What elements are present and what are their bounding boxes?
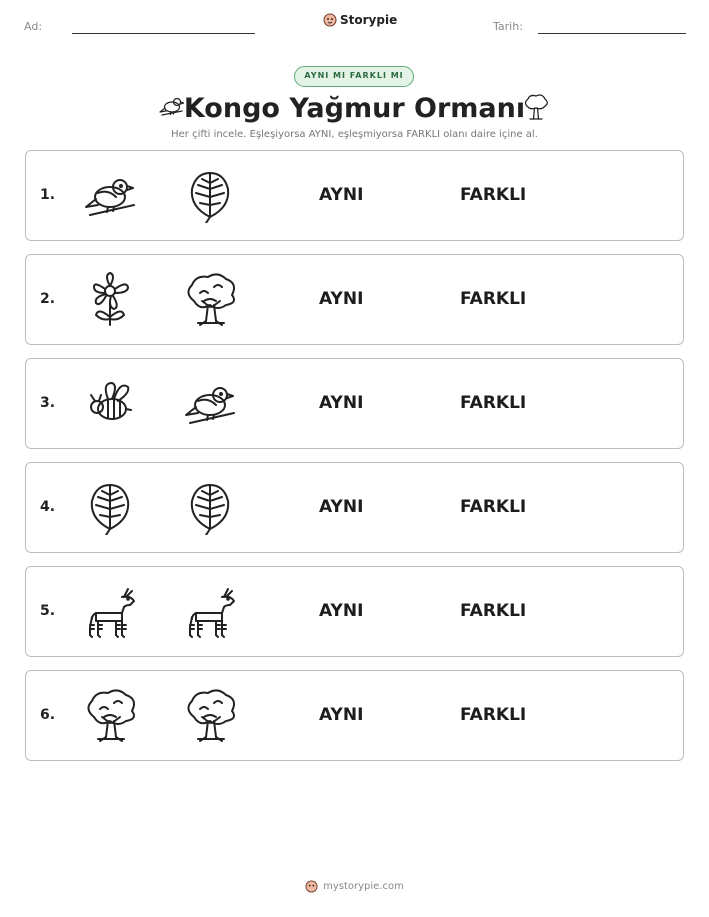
leaf-icon [82, 479, 138, 535]
question-row [25, 150, 684, 241]
tree-icon [182, 687, 238, 743]
question-row [25, 462, 684, 553]
question-number: 5. [40, 603, 56, 619]
left-picture [82, 479, 138, 535]
tree-icon [82, 687, 138, 743]
question-row [25, 254, 684, 345]
instructions: Her çifti incele. Eşleşiyorsa AYNI, eşleşmiyorsa FARKLI olanı daire içine al. [171, 129, 538, 140]
left-picture [82, 687, 138, 743]
bird-icon [182, 375, 238, 431]
right-picture [182, 687, 238, 743]
question-number: 4. [40, 499, 56, 515]
footer-url[interactable]: mystorypie.com [323, 881, 404, 892]
right-picture [182, 167, 238, 223]
okapi-icon [182, 583, 238, 639]
page-title: Kongo Yağmur Ormanı [183, 93, 526, 124]
question-row [25, 670, 684, 761]
question-row [25, 358, 684, 449]
brand-name: Storypie [340, 13, 398, 27]
right-picture [182, 583, 238, 639]
left-picture [82, 583, 138, 639]
date-label: Tarih: [493, 20, 523, 33]
left-picture [82, 375, 138, 431]
tree-icon [521, 92, 551, 126]
name-label: Ad: [24, 20, 43, 33]
question-number: 2. [40, 291, 56, 307]
question-number: 6. [40, 707, 56, 723]
left-picture [82, 271, 138, 327]
storypie-logo-icon [323, 13, 337, 27]
answer-different[interactable]: FARKLI [460, 705, 527, 725]
answer-different[interactable]: FARKLI [460, 497, 527, 517]
right-picture [182, 375, 238, 431]
brand-logo [323, 13, 397, 27]
storypie-logo-icon [305, 880, 318, 893]
answer-same[interactable]: AYNI [319, 705, 364, 725]
answer-different[interactable]: FARKLI [460, 289, 527, 309]
flower-icon [82, 271, 138, 327]
answer-same[interactable]: AYNI [319, 185, 364, 205]
answer-different[interactable]: FARKLI [460, 601, 527, 621]
answer-different[interactable]: FARKLI [460, 185, 527, 205]
question-row [25, 566, 684, 657]
tree-icon [182, 271, 238, 327]
leaf-icon [182, 479, 238, 535]
activity-badge: AYNI MI FARKLI MI [294, 66, 414, 87]
question-number: 3. [40, 395, 56, 411]
right-picture [182, 271, 238, 327]
name-line[interactable] [72, 33, 255, 34]
left-picture [82, 167, 138, 223]
bird-icon [82, 167, 138, 223]
okapi-icon [82, 583, 138, 639]
question-number: 1. [40, 187, 56, 203]
answer-same[interactable]: AYNI [319, 601, 364, 621]
answer-different[interactable]: FARKLI [460, 393, 527, 413]
leaf-icon [182, 167, 238, 223]
answer-same[interactable]: AYNI [319, 289, 364, 309]
footer [0, 880, 709, 893]
bee-icon [82, 375, 138, 431]
answer-same[interactable]: AYNI [319, 497, 364, 517]
date-line[interactable] [538, 33, 686, 34]
answer-same[interactable]: AYNI [319, 393, 364, 413]
right-picture [182, 479, 238, 535]
